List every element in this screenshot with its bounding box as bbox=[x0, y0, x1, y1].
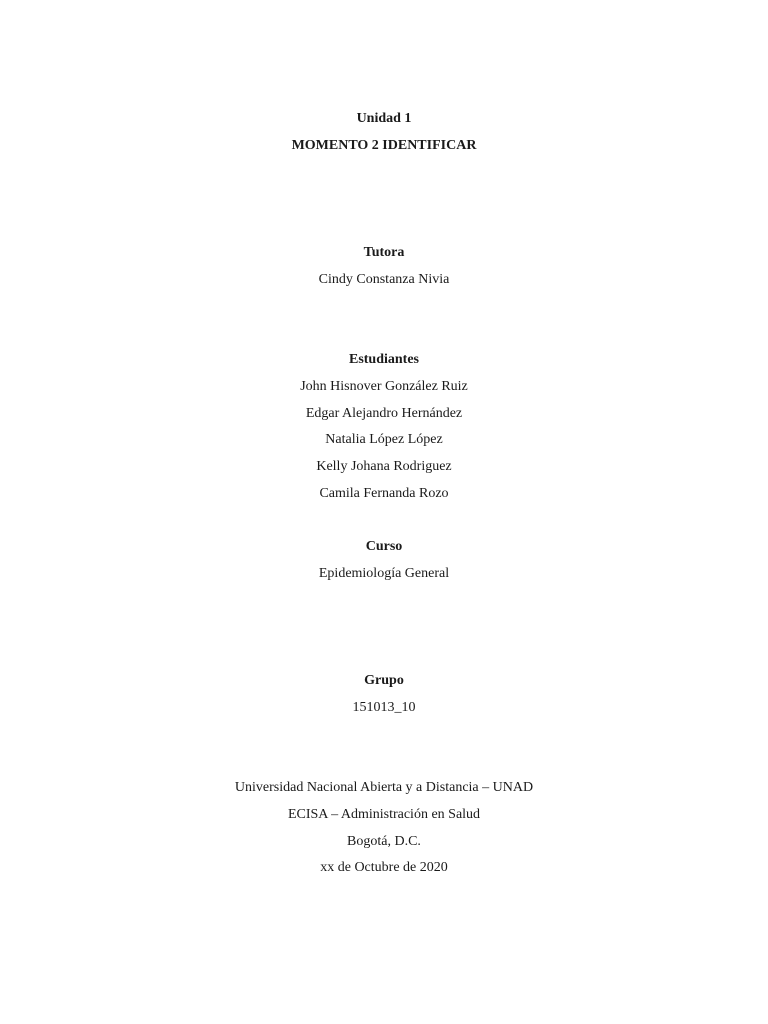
tutor-name: Cindy Constanza Nivia bbox=[318, 272, 450, 287]
group-heading: Grupo bbox=[364, 673, 404, 688]
student-name: Natalia López López bbox=[325, 432, 443, 447]
group-code: 151013_10 bbox=[352, 700, 416, 715]
course-name: Epidemiología General bbox=[318, 566, 450, 581]
student-name: John Hisnover González Ruiz bbox=[300, 379, 468, 394]
students-heading: Estudiantes bbox=[348, 352, 420, 367]
activity-title: MOMENTO 2 IDENTIFICAR bbox=[291, 138, 477, 153]
school-name: ECISA – Administración en Salud bbox=[287, 807, 481, 822]
student-name: Kelly Johana Rodriguez bbox=[316, 459, 452, 474]
tutor-heading: Tutora bbox=[363, 245, 405, 260]
student-name: Camila Fernanda Rozo bbox=[319, 486, 449, 501]
unit-title: Unidad 1 bbox=[356, 111, 412, 126]
university-name: Universidad Nacional Abierta y a Distancia – UNAD bbox=[234, 780, 534, 795]
student-name: Edgar Alejandro Hernández bbox=[305, 406, 463, 421]
city: Bogotá, D.C. bbox=[347, 834, 421, 849]
course-heading: Curso bbox=[365, 539, 403, 554]
date: xx de Octubre de 2020 bbox=[320, 860, 448, 875]
